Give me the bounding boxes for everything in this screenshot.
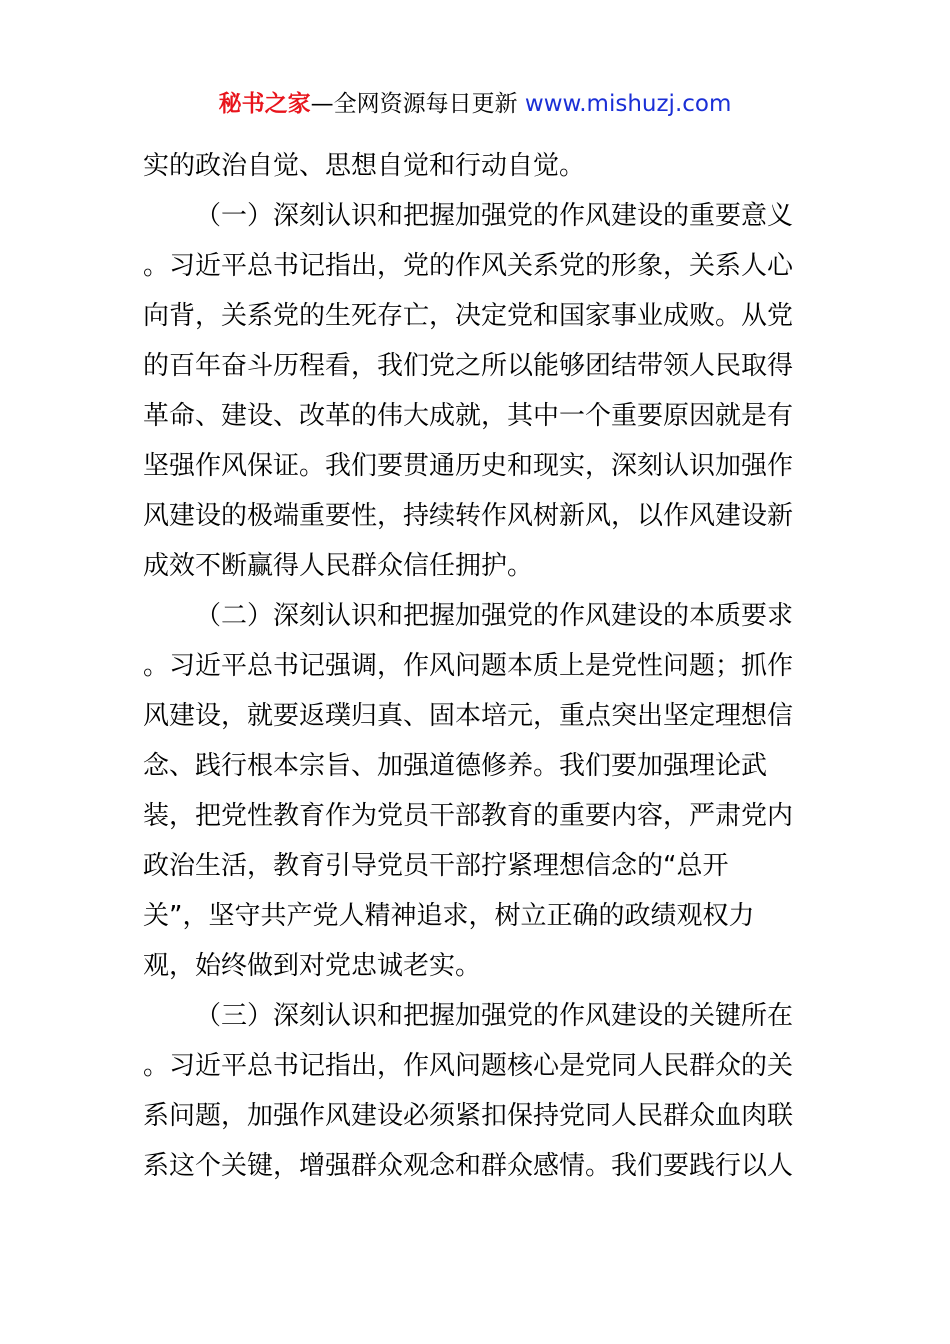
text-line: 坚强作风保证。我们要贯通历史和现实，深刻认识加强作: [143, 451, 794, 481]
header-url-link[interactable]: www.mishuzj.com: [524, 91, 732, 117]
page-header: [0, 86, 950, 122]
text-line: 革命、建设、改革的伟大成就，其中一个重要原因就是有: [143, 401, 794, 431]
section-heading-3: （三）深刻认识和把握加强党的作风建设的关键所在: [195, 1001, 794, 1031]
text-line: 装，把党性教育作为党员干部教育的重要内容，严肃党内: [143, 801, 794, 831]
text-line: 系这个关键，增强群众观念和群众感情。我们要践行以人: [143, 1151, 794, 1181]
header-brand: 秘书之家: [218, 91, 311, 117]
text-line: 实的政治自觉、思想自觉和行动自觉。: [143, 151, 586, 181]
text-line: 向背，关系党的生死存亡，决定党和国家事业成败。从党: [143, 301, 794, 331]
text-line: 观，始终做到对党忠诚老实。: [143, 951, 482, 981]
section-heading-2: （二）深刻认识和把握加强党的作风建设的本质要求: [195, 601, 794, 631]
document-body: [143, 141, 808, 1191]
text-line: 念、践行根本宗旨、加强道德修养。我们要加强理论武: [143, 751, 768, 781]
text-line: 风建设的极端重要性，持续转作风树新风，以作风建设新: [143, 501, 794, 531]
text-line: 成效不断赢得人民群众信任拥护。: [143, 551, 534, 581]
text-line: 风建设，就要返璞归真、固本培元，重点突出坚定理想信: [143, 701, 794, 731]
text-line: 。习近平总书记强调，作风问题本质上是党性问题；抓作: [143, 651, 794, 681]
text-line: 的百年奋斗历程看，我们党之所以能够团结带领人民取得: [143, 351, 794, 381]
text-line: 系问题，加强作风建设必须紧扣保持党同人民群众血肉联: [143, 1101, 794, 1131]
text-line: 。习近平总书记指出，作风问题核心是党同人民群众的关: [143, 1051, 794, 1081]
section-heading-1: （一）深刻认识和把握加强党的作风建设的重要意义: [195, 201, 794, 231]
text-line: 政治生活，教育引导党员干部拧紧理想信念的“总开: [143, 851, 729, 881]
text-line: 。习近平总书记指出，党的作风关系党的形象，关系人心: [143, 251, 794, 281]
text-line: 关”，坚守共产党人精神追求，树立正确的政绩观权力: [143, 901, 755, 931]
header-tagline: —全网资源每日更新: [310, 91, 525, 117]
